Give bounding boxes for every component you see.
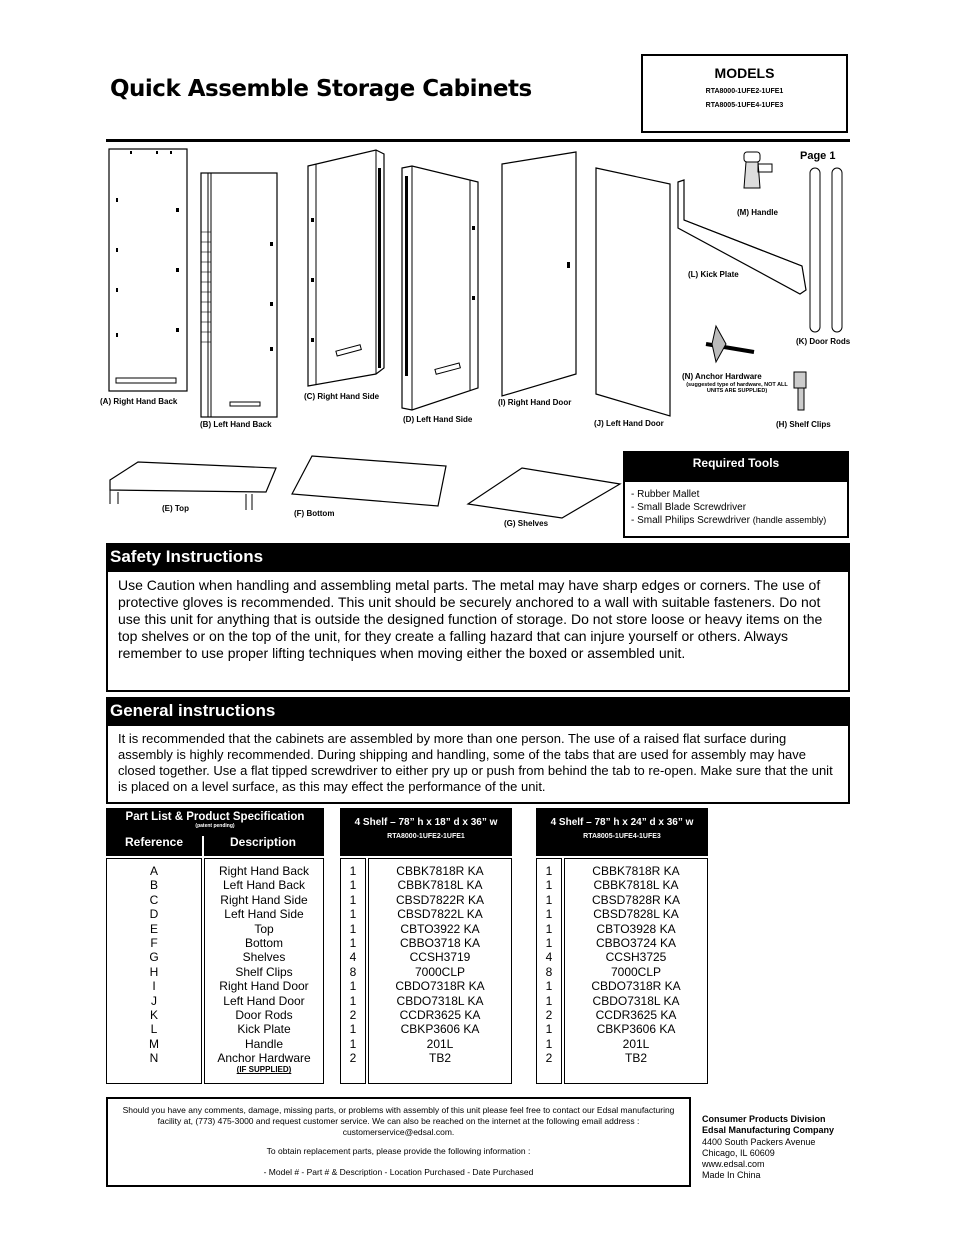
- caption-d: (D) Left Hand Side: [403, 415, 473, 424]
- table-cell-p1: CBTO3922 KA: [400, 921, 480, 936]
- table-cell-q2: 1: [545, 979, 553, 994]
- table-cell-desc: Handle: [244, 1036, 284, 1051]
- table-cell-q2: 2: [545, 1051, 553, 1066]
- table-cell-ref: H: [149, 964, 159, 979]
- caption-b: (B) Left Hand Back: [200, 420, 272, 429]
- left-hand-side-illustration: [400, 166, 480, 414]
- parts-table-title: Part List & Product Specification: [125, 811, 305, 823]
- replacement-text: To obtain replacement parts, please provide the following information :: [266, 1146, 531, 1156]
- table-cell-p1: CCSH3719: [409, 950, 471, 965]
- right-hand-side-illustration: [306, 148, 386, 388]
- models-heading: MODELS: [714, 65, 775, 81]
- spec-group-2-header: [536, 808, 708, 856]
- right-hand-door-illustration: [500, 152, 580, 398]
- caption-j: (J) Left Hand Door: [594, 419, 664, 428]
- footer-contact-box: [106, 1097, 691, 1187]
- table-cell-q1: 1: [349, 892, 357, 907]
- table-cell-p1: 7000CLP: [414, 964, 466, 979]
- desc-column: [204, 858, 324, 1084]
- table-cell-p1: CBSD7822R KA: [395, 892, 485, 907]
- table-cell-q2: 1: [545, 907, 553, 922]
- table-cell-q2: 4: [545, 950, 553, 965]
- top-illustration: [108, 460, 278, 512]
- caption-c: (C) Right Hand Side: [304, 392, 380, 401]
- address-website: www.edsal.com: [702, 1159, 765, 1170]
- table-cell-ref: G: [149, 950, 159, 965]
- address-city: Chicago, IL 60609: [702, 1147, 775, 1158]
- table-cell-p2: CBSD7828L KA: [593, 907, 679, 922]
- table-cell-q1: 1: [349, 1036, 357, 1051]
- table-cell-ref: M: [149, 1036, 159, 1051]
- table-cell-desc: Shelves: [242, 950, 286, 965]
- table-cell-desc: Right Hand Back: [218, 864, 310, 878]
- table-cell-p2: CCDR3625 KA: [595, 1007, 677, 1022]
- table-cell-p1: CBDO7318L KA: [396, 993, 484, 1008]
- table-cell-desc: Right Hand Door: [219, 979, 309, 994]
- anchor-note: (suggested type of hardware, NOT ALL UNITS ARE SUPPLIED): [686, 382, 788, 395]
- table-cell-ref: I: [152, 979, 156, 994]
- caption-m: (M) Handle: [737, 208, 778, 217]
- patent-note: (patent pending): [195, 823, 235, 829]
- general-body: It is recommended that the cabinets are assembled by more than one person. The use of a raised flat surface during assembly is highly recommended. During shipping and handling, some of the tabs that are used for assembly may have closed together. Use a flat tipped screwdriver to either pry up or push from behind the tab to re-open. Make sure that the unit is placed on a level surface, as this may effect the performance of the unit.: [106, 724, 850, 804]
- page-number: Page 1: [800, 150, 836, 162]
- table-cell-q2: 1: [545, 878, 553, 893]
- caption-a: (A) Right Hand Back: [100, 397, 178, 406]
- table-cell-ref: J: [151, 993, 157, 1008]
- caption-h: (H) Shelf Clips: [776, 420, 831, 429]
- bottom-illustration: [290, 454, 450, 508]
- caption-g: (G) Shelves: [504, 519, 549, 528]
- table-cell-desc: Shelf Clips: [235, 964, 293, 979]
- table-cell-desc: Left Hand Back: [222, 878, 306, 893]
- company-address: [702, 1114, 834, 1182]
- contact-text: Should you have any comments, damage, missing parts, or problems with assembly of this unit please feel free to contact our Edsal manufacturing facility at, (773) 475-3000 and request customer service. We can also be reached on the internet at the following email address : customerservice@edsal.com.: [122, 1105, 675, 1137]
- table-cell-p2: CCSH3725: [605, 950, 667, 965]
- table-cell-p1: CCDR3625 KA: [399, 1007, 481, 1022]
- left-hand-door-illustration: [594, 168, 674, 418]
- table-cell-q2: 1: [545, 935, 553, 950]
- table-cell-p2: 7000CLP: [610, 964, 662, 979]
- table-cell-ref: K: [149, 1007, 158, 1022]
- table-cell-q1: 2: [349, 1007, 357, 1022]
- table-cell-p2: CBDO7318L KA: [592, 993, 680, 1008]
- table-cell-p2: CBBO3724 KA: [595, 935, 677, 950]
- safety-heading: Safety Instructions: [106, 543, 850, 570]
- part-1-column: [368, 858, 512, 1084]
- table-cell-p2: TB2: [624, 1051, 647, 1066]
- part-2-column: [564, 858, 708, 1084]
- table-cell-ref: N: [149, 1051, 159, 1066]
- address-division: Consumer Products Division: [702, 1114, 826, 1124]
- safety-body: Use Caution when handling and assembling metal parts. The metal may have sharp edges or corners. The use of protective gloves is recommended. This unit should be securely anchored to a wall with suitable fasteners. Do not use this unit for anything that is outside the designed function of storage. Do not store loose or heavy items on the top shelves or on the top of the unit, for they create a falling hazard that can injure yourself or others. Always remember to use proper lifting techniques when moving either the boxed or assembled unit.: [106, 570, 850, 692]
- table-cell-q1: 1: [349, 907, 357, 922]
- models-box: [641, 54, 848, 133]
- spec-group-2-title: 4 Shelf – 78” h x 24” d x 36” w: [550, 817, 694, 828]
- parts-table-header: [106, 808, 324, 856]
- table-cell-q2: 1: [545, 892, 553, 907]
- required-tools-heading: Required Tools: [623, 451, 849, 480]
- address-company: Edsal Manufacturing Company: [702, 1125, 835, 1136]
- table-cell-p2: CBSD7828R KA: [591, 892, 681, 907]
- table-cell-q1: 1: [349, 979, 357, 994]
- caption-n: (N) Anchor Hardware: [682, 372, 762, 381]
- table-cell-q1: 1: [349, 935, 357, 950]
- table-cell-p1: CBBK7818L KA: [397, 878, 483, 893]
- spec-group-2-model: RTA8005-1UFE4-1UFE3: [583, 833, 661, 840]
- spec-group-1-title: 4 Shelf – 78” h x 18” d x 36” w: [354, 817, 498, 828]
- table-cell-q2: 2: [545, 1007, 553, 1022]
- table-cell-q1: 1: [349, 993, 357, 1008]
- table-cell-ref: B: [149, 878, 158, 893]
- table-cell-desc: Left Hand Door: [223, 993, 305, 1008]
- table-cell-desc: Top: [254, 921, 274, 936]
- table-cell-desc: Right Hand Side: [220, 892, 308, 907]
- required-tools-list: [623, 480, 849, 538]
- door-rods-illustration: [806, 166, 846, 336]
- table-cell-p1: TB2: [428, 1051, 451, 1066]
- table-cell-q1: 1: [349, 878, 357, 893]
- table-cell-q2: 1: [545, 864, 553, 878]
- table-cell-p2: 201L: [622, 1036, 650, 1051]
- table-cell-p1: CBDO7318R KA: [395, 979, 485, 994]
- tool-item: - Rubber Mallet: [631, 489, 700, 500]
- table-cell-q2: 1: [545, 1036, 553, 1051]
- model-2: RTA8005-1UFE4-1UFE3: [705, 102, 784, 109]
- table-cell-desc: Anchor Hardware: [217, 1051, 311, 1066]
- table-cell-p2: CBBK7818R KA: [592, 864, 680, 878]
- tool-item: - Small Philips Screwdriver (handle assembly): [631, 515, 827, 526]
- table-cell-q1: 2: [349, 1051, 357, 1066]
- table-cell-desc: Kick Plate: [237, 1022, 291, 1037]
- col-description: Description: [229, 835, 296, 849]
- caption-e: (E) Top: [162, 504, 189, 513]
- qty-1-column: [340, 858, 366, 1084]
- table-cell-p1: CBBK7818R KA: [396, 864, 484, 878]
- table-cell-ref: D: [149, 907, 159, 922]
- page-title: Quick Assemble Storage Cabinets: [110, 76, 532, 102]
- shelf-clips-icon: [790, 370, 814, 414]
- table-cell-ref: F: [150, 935, 158, 950]
- caption-l: (L) Kick Plate: [688, 270, 739, 279]
- spec-group-1-header: [340, 808, 512, 856]
- kick-plate-illustration: [676, 180, 808, 300]
- spec-group-1-model: RTA8000-1UFE2-1UFE1: [387, 833, 465, 840]
- ref-column: [106, 858, 202, 1084]
- table-cell-desc: Door Rods: [235, 1007, 293, 1022]
- table-cell-p1: CBKP3606 KA: [400, 1022, 480, 1037]
- table-cell-q1: 8: [349, 964, 357, 979]
- shelves-illustration: [466, 466, 622, 520]
- table-cell-p2: CBBK7818L KA: [593, 878, 679, 893]
- anchor-hardware-icon: [702, 322, 758, 368]
- table-cell-q1: 1: [349, 1022, 357, 1037]
- table-cell-q2: 1: [545, 921, 553, 936]
- qty-2-column: [536, 858, 562, 1084]
- table-cell-q2: 8: [545, 964, 553, 979]
- table-cell-ref: L: [150, 1022, 158, 1037]
- caption-f: (F) Bottom: [294, 509, 335, 518]
- table-cell-p1: CBSD7822L KA: [397, 907, 483, 922]
- table-cell-p2: CBDO7318R KA: [591, 979, 681, 994]
- table-cell-p2: CBKP3606 KA: [596, 1022, 676, 1037]
- table-cell-ref: A: [149, 864, 158, 878]
- model-1: RTA8000-1UFE2-1UFE1: [705, 88, 784, 95]
- table-cell-desc: Left Hand Side: [224, 907, 304, 922]
- right-hand-back-illustration: [108, 148, 188, 394]
- table-cell-q2: 1: [545, 1022, 553, 1037]
- caption-i: (I) Right Hand Door: [498, 398, 572, 407]
- replacement-fields: - Model # - Part # & Description - Location Purchased - Date Purchased: [263, 1167, 534, 1177]
- tool-item-note: (handle assembly): [752, 515, 827, 525]
- table-cell-q1: 1: [349, 921, 357, 936]
- caption-k: (K) Door Rods: [796, 337, 851, 346]
- table-cell-q1: 4: [349, 950, 357, 965]
- tool-item: - Small Blade Screwdriver: [631, 502, 747, 513]
- table-cell-p1: CBBO3718 KA: [399, 935, 481, 950]
- table-cell-ref: C: [149, 892, 159, 907]
- table-cell-p2: CBTO3928 KA: [596, 921, 676, 936]
- table-cell-p1: 201L: [426, 1036, 454, 1051]
- if-supplied-note: (IF SUPPLIED): [236, 1065, 292, 1075]
- header-rule: [106, 139, 850, 142]
- general-heading: General instructions: [106, 697, 850, 724]
- table-cell-ref: E: [149, 921, 158, 936]
- address-origin: Made In China: [702, 1170, 761, 1181]
- col-reference: Reference: [124, 835, 184, 849]
- table-cell-q2: 1: [545, 993, 553, 1008]
- address-street: 4400 South Packers Avenue: [702, 1136, 816, 1147]
- table-cell-q1: 1: [349, 864, 357, 878]
- table-cell-desc: Bottom: [244, 935, 283, 950]
- left-hand-back-illustration: [200, 172, 280, 420]
